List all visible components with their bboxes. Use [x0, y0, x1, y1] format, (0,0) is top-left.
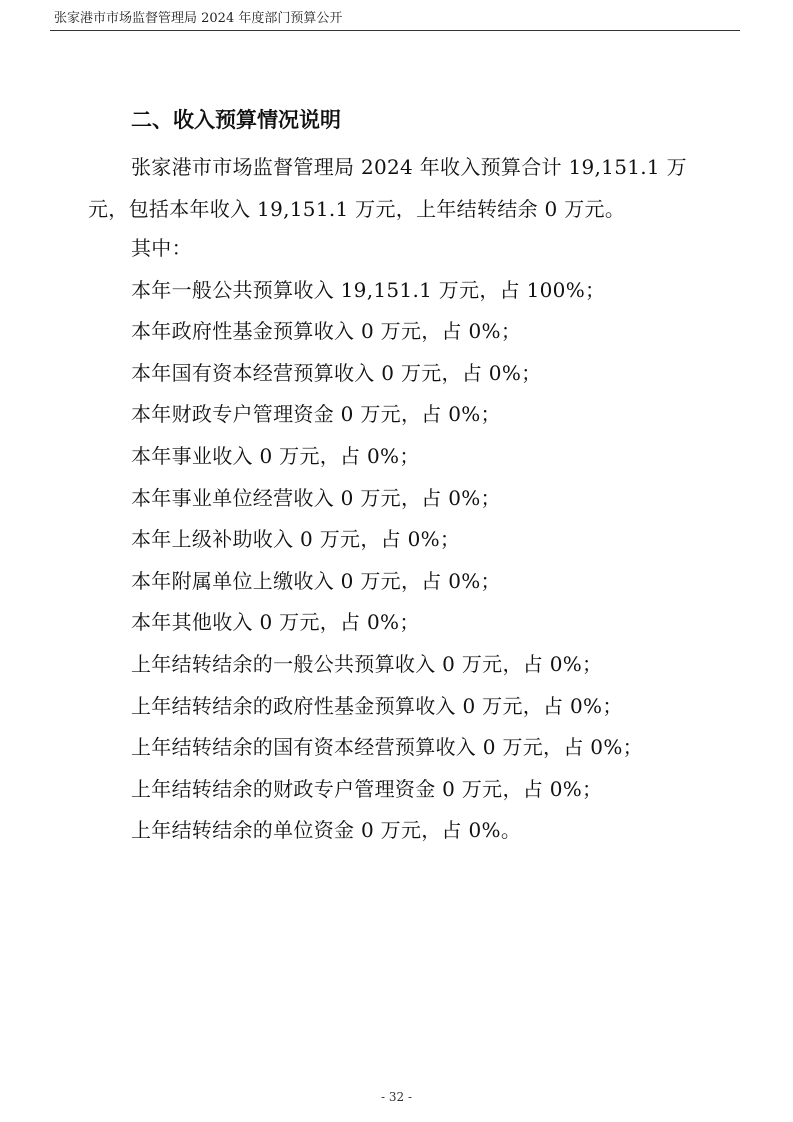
list-item: 其中：	[131, 236, 192, 260]
list-item: 本年事业单位经营收入 0 万元，占 0%；	[131, 485, 501, 510]
list-item: 本年其他收入 0 万元，占 0%；	[131, 610, 420, 635]
header-divider	[50, 30, 740, 31]
list-item: 上年结转结余的政府性基金预算收入 0 万元，占 0%；	[131, 693, 623, 718]
income-breakdown-list	[131, 228, 643, 852]
list-item: 上年结转结余的财政专户管理资金 0 万元，占 0%；	[131, 776, 603, 801]
running-header: 张家港市市场监督管理局 2024 年度部门预算公开	[54, 11, 343, 26]
list-item: 本年上级补助收入 0 万元，占 0%；	[131, 527, 461, 552]
list-item: 本年一般公共预算收入 19,151.1 万元，占 100%；	[131, 277, 606, 302]
intro-paragraph: 张家港市市场监督管理局 2024 年收入预算合计 19,151.1 万元，包括本年收入 19,151.1 万元，上年结转结余 0 万元。	[88, 155, 687, 221]
list-item: 上年结转结余的单位资金 0 万元，占 0%。	[131, 818, 522, 843]
list-item: 本年国有资本经营预算收入 0 万元，占 0%；	[131, 360, 542, 385]
list-item: 上年结转结余的国有资本经营预算收入 0 万元，占 0%；	[131, 735, 643, 760]
list-item: 本年附属单位上缴收入 0 万元，占 0%；	[131, 568, 501, 593]
list-item: 上年结转结余的一般公共预算收入 0 万元，占 0%；	[131, 651, 603, 676]
page-number: - 32 -	[380, 1090, 412, 1104]
section-heading: 二、收入预算情况说明	[131, 108, 341, 132]
list-item: 本年政府性基金预算收入 0 万元，占 0%；	[131, 319, 522, 344]
list-item: 本年事业收入 0 万元，占 0%；	[131, 443, 420, 468]
list-item: 本年财政专户管理资金 0 万元，占 0%；	[131, 402, 501, 427]
